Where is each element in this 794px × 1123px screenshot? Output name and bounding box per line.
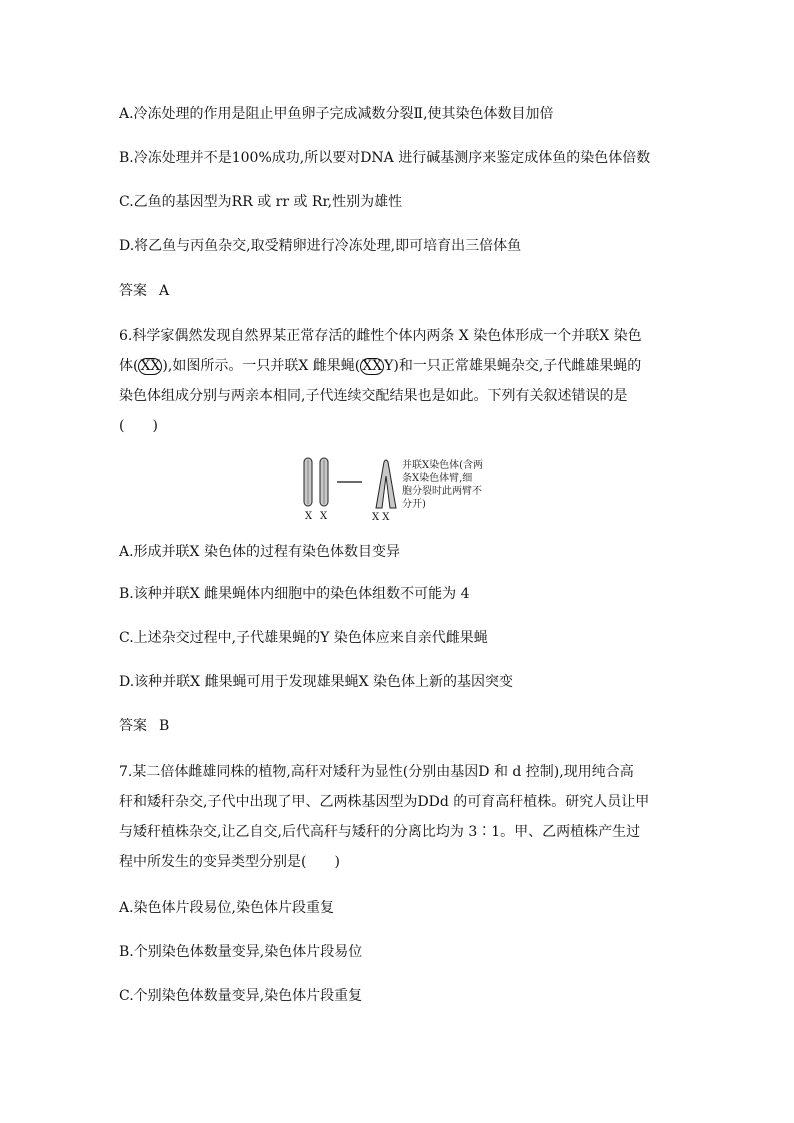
q6-option-c: C.上述杂交过程中,子代雄果蝇的Y 染色体应来自亲代雌果蝇	[119, 630, 488, 646]
linked-xx-symbol: XX	[140, 358, 161, 374]
q7-option-a: A.染色体片段易位,染色体片段重复	[119, 900, 335, 916]
q6-stem-text: Y)和一只正常雄果蝇杂交,子代雌雄果蝇的	[384, 358, 642, 374]
q6-stem-line-2	[119, 356, 641, 376]
q6-answer	[119, 716, 169, 736]
q7-stem-line-1: 7.某二倍体雌雄同株的植物,高秆对矮秆为显性(分别由基因D 和 d 控制),现用纯合高	[119, 764, 634, 780]
answer-label: 答案	[119, 718, 147, 734]
q6-stem-line-1: 6.科学家偶然发现自然界某正常存活的雌性个体内两条 X 染色体形成一个并联X 染色	[119, 328, 642, 344]
q7-stem-line-3: 与矮秆植株杂交,让乙自交,后代高秆与矮秆的分离比均为 3∶1。甲、乙两植株产生过	[119, 824, 641, 840]
q6-stem-text: ),如图所示。一只并联X 雌果蝇(	[162, 358, 361, 374]
q6-option-b: B.该种并联X 雌果蝇体内细胞中的染色体组数不可能为 4	[119, 586, 470, 602]
q5-option-d: D.将乙鱼与丙鱼杂交,取受精卵进行冷冻处理,即可培育出三倍体鱼	[119, 238, 522, 254]
label-linked-xx: X X	[372, 512, 390, 523]
answer-label: 答案	[119, 283, 147, 299]
q7-stem-line-4: 程中所发生的变异类型分别是( )	[119, 854, 340, 870]
linked-xx-symbol: XX	[362, 358, 383, 374]
q6-option-a: A.形成并联X 染色体的过程有染色体数目变异	[119, 544, 400, 560]
q7-stem-line-2: 秆和矮秆杂交,子代中出现了甲、乙两株基因型为DDd 的可育高秆植株。研究人员让甲	[119, 794, 650, 810]
q6-stem-line-4: ( )	[119, 418, 158, 434]
q6-stem-text: 体(	[119, 358, 139, 374]
q7-option-b: B.个别染色体数量变异,染色体片段易位	[119, 944, 363, 960]
q5-option-a: A.冷冻处理的作用是阻止甲鱼卵子完成减数分裂Ⅱ,使其染色体数目加倍	[119, 106, 554, 122]
q7-option-c: C.个别染色体数量变异,染色体片段重复	[119, 988, 363, 1004]
q6-option-d: D.该种并联X 雌果蝇可用于发现雄果蝇X 染色体上新的基因突变	[119, 674, 514, 690]
q6-stem-line-3: 染色体组成分别与两亲本相同,子代连续交配结果也是如此。下列有关叙述错误的是	[119, 388, 628, 404]
q5-answer	[119, 281, 169, 301]
linked-x-chromosome	[376, 460, 396, 508]
figure-caption: 并联X染色体(含两 条X染色体臂,细 胞分裂时此两臂不 分开)	[402, 460, 484, 510]
label-x1: X	[305, 511, 313, 522]
q5-option-c: C.乙鱼的基因型为RR 或 rr 或 Rr,性别为雄性	[119, 194, 403, 210]
q5-option-b: B.冷冻处理并不是100%成功,所以要对DNA 进行碱基测序来鉴定成体鱼的染色体倍数	[119, 150, 651, 166]
label-x2: X	[320, 511, 328, 522]
answer-value: A	[159, 283, 170, 299]
answer-value: B	[159, 718, 170, 734]
